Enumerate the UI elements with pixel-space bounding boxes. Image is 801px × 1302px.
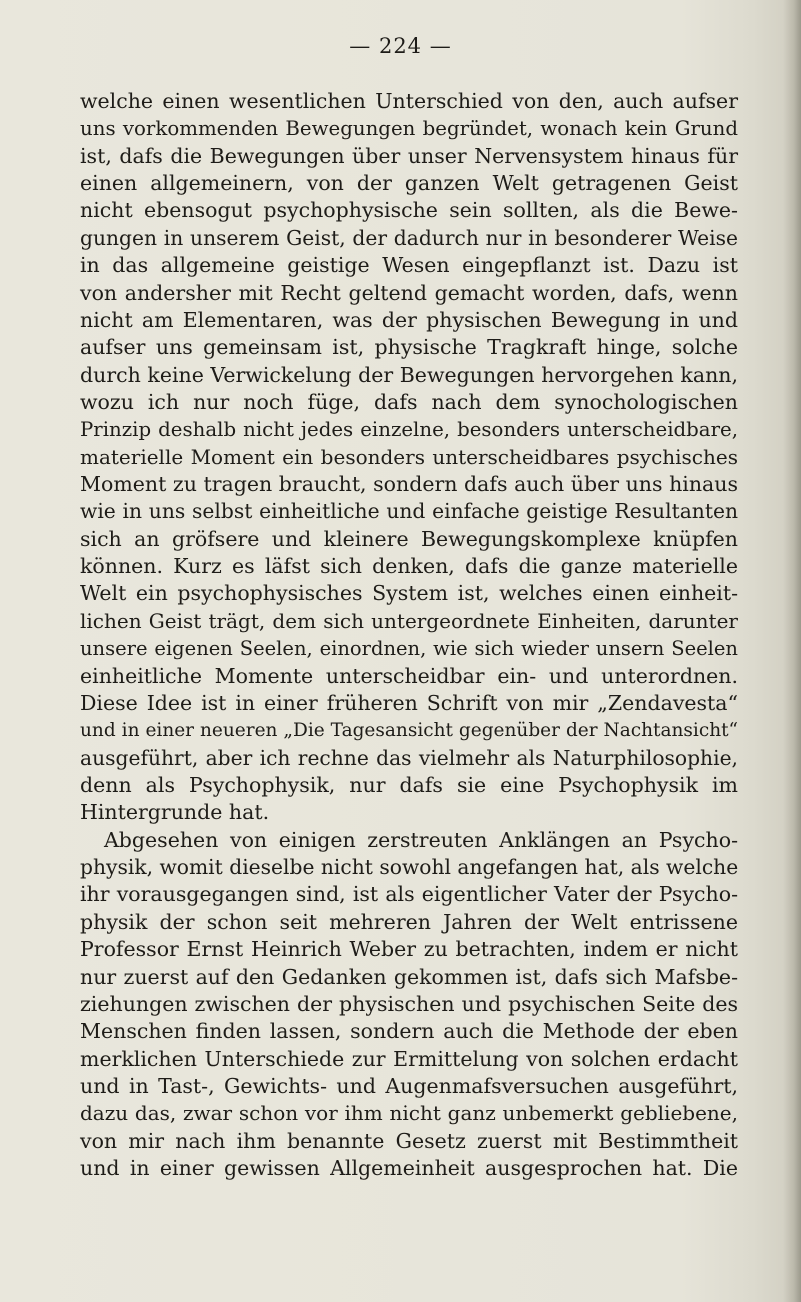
text-line: sich an gröfsere und kleinere Bewegungskomplexe knüpfen (80, 526, 738, 551)
body-text (80, 88, 738, 1182)
text-line: unsere eigenen Seelen, einordnen, wie sich wieder unsern Seelen (80, 637, 738, 661)
text-line: materielle Moment ein besonders unterscheidbares psychisches (80, 444, 738, 469)
text-line: von mir nach ihm benannte Gesetz zuerst mit Bestimmtheit (80, 1128, 738, 1153)
text-line: Professor Ernst Heinrich Weber zu betrachten, indem er nicht (80, 937, 738, 962)
text-line: wie in uns selbst einheitliche und einfache geistige Resultanten (80, 499, 738, 524)
text-line: wozu ich nur noch füge, dafs nach dem synochologischen (80, 389, 738, 414)
text-line: Diese Idee ist in einer früheren Schrift von mir „Zendavesta“ (80, 690, 738, 715)
text-line: Moment zu tragen braucht, sondern dafs auch über uns hinaus (80, 472, 738, 497)
page-edge-shadow (783, 0, 801, 1302)
text-line: welche einen wesentlichen Unterschied von den, auch aufser (80, 89, 738, 113)
text-line: merklichen Unterschiede zur Ermittelung von solchen erdacht (80, 1046, 738, 1071)
text-line: ist, dafs die Bewegungen über unser Nervensystem hinaus für (80, 143, 738, 168)
text-line: dazu das, zwar schon vor ihm nicht ganz unbemerkt gebliebene, (80, 1101, 738, 1126)
text-line: nicht am Elementaren, was der physischen Bewegung in und (80, 307, 738, 332)
text-line: nur zuerst auf den Gedanken gekommen ist, dafs sich Mafsbe- (80, 964, 738, 989)
text-line: ausgeführt, aber ich rechne das vielmehr als Naturphilosophie, (80, 745, 738, 770)
page-number-header: — 224 — (349, 34, 452, 58)
text-line: können. Kurz es läfst sich denken, dafs die ganze materielle (80, 554, 738, 579)
text-line: in das allgemeine geistige Wesen eingepflanzt ist. Dazu ist (80, 253, 738, 278)
text-line: von andersher mit Recht geltend gemacht worden, dafs, wenn (80, 280, 738, 305)
text-line: einen allgemeinern, von der ganzen Welt getragenen Geist (80, 171, 738, 196)
text-line: physik der schon seit mehreren Jahren der Welt entrissene (80, 909, 738, 934)
paragraph-end-line: Hintergrunde hat. (80, 800, 270, 825)
text-line: Menschen finden lassen, sondern auch die Methode der eben (80, 1019, 738, 1044)
text-line: lichen Geist trägt, dem sich untergeordnete Einheiten, darunter (80, 608, 738, 633)
text-line: Welt ein psychophysisches System ist, welches einen einheit- (80, 581, 738, 606)
text-line: einheitliche Momente unterscheidbar ein- und unterordnen. (80, 663, 738, 688)
text-line: ihr vorausgegangen sind, ist als eigentlicher Vater der Psycho- (80, 882, 738, 907)
text-line: Prinzip deshalb nicht jedes einzelne, besonders unterscheidbare, (80, 418, 738, 442)
text-line: durch keine Verwickelung der Bewegungen hervorgehen kann, (80, 362, 738, 387)
text-line: und in Tast-, Gewichts- und Augenmafsversuchen ausgeführt, (80, 1073, 738, 1098)
text-line: und in einer gewissen Allgemeinheit ausgesprochen hat. Die (80, 1156, 738, 1181)
text-line: aufser uns gemeinsam ist, physische Tragkraft hinge, solche (80, 335, 738, 360)
text-line: denn als Psychophysik, nur dafs sie eine Psychophysik im (80, 772, 738, 797)
text-line: gungen in unserem Geist, der dadurch nur in besonderer Weise (80, 225, 738, 250)
text-line: ziehungen zwischen der physischen und psychischen Seite des (80, 991, 738, 1016)
text-line: und in einer neueren „Die Tagesansicht gegenüber der Nachtansicht“ (80, 720, 738, 742)
text-line: uns vorkommenden Bewegungen begründet, wonach kein Grund (80, 117, 738, 141)
paragraph-start-line: Abgesehen von einigen zerstreuten Anklängen an Psycho- (104, 827, 738, 852)
text-line: physik, womit dieselbe nicht sowohl angefangen hat, als welche (80, 855, 739, 880)
text-line: nicht ebensogut psychophysische sein sollten, als die Bewe- (80, 198, 738, 223)
